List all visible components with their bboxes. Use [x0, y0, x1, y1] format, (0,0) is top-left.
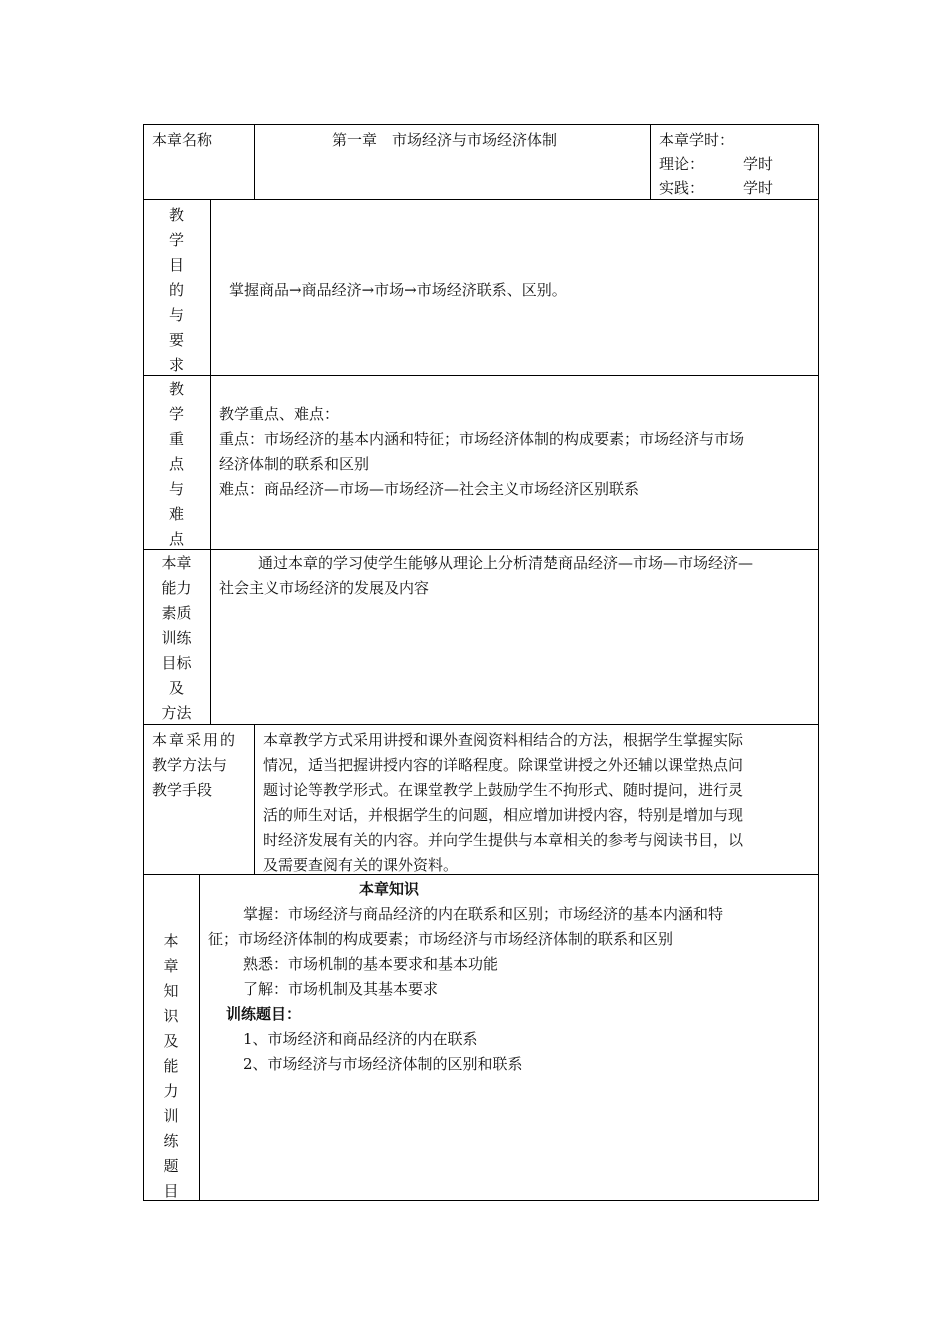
keypoints-label: 教 学 重 点 与 难 点	[168, 380, 184, 548]
knowledge-label: 本 章 知 识 及 能 力 训 练 题 目	[163, 932, 179, 1200]
exercise-item-1: 1、市场经济和商品经济的内在联系	[243, 1030, 478, 1048]
methods-line-1: 本章教学方式采用讲授和课外查阅资料相结合的方法，根据学生掌握实际	[263, 731, 744, 749]
chapter-hours-label: 本章学时：	[659, 131, 735, 149]
objectives-content: 掌握商品→商品经济→市场→市场经济联系、区别。	[229, 281, 567, 299]
col-divider	[210, 199, 211, 725]
methods-line-6: 及需要查阅有关的课外资料。	[263, 856, 459, 874]
objectives-label: 教 学 目 的 与 要 求	[168, 206, 184, 374]
row-divider	[143, 549, 819, 550]
master-line-1: 掌握：市场经济与商品经济的内在联系和区别；市场经济的基本内涵和特	[243, 905, 724, 923]
methods-line-5: 时经济发展有关的内容。并向学生提供与本章相关的参考与阅读书目，以	[263, 831, 744, 849]
theory-hours-unit: 学时	[743, 155, 774, 173]
methods-label-2: 教学方法与	[152, 756, 228, 774]
keypoints-key-line: 重点：市场经济的基本内涵和特征；市场经济体制的构成要素；市场经济与市场	[219, 430, 745, 448]
keypoints-heading: 教学重点、难点：	[219, 405, 340, 423]
col-divider	[650, 124, 651, 200]
row-divider	[143, 874, 819, 875]
knowledge-heading: 本章知识	[359, 880, 420, 898]
practice-hours-label: 实践：	[659, 179, 705, 197]
row-divider	[143, 199, 819, 200]
methods-line-3: 题讨论等教学形式。在课堂教学上鼓励学生不拘形式、随时提问，进行灵	[263, 781, 744, 799]
methods-label-3: 教学手段	[152, 781, 213, 799]
keypoints-key-line-cont: 经济体制的联系和区别	[219, 455, 370, 473]
understand-line: 了解：市场机制及其基本要求	[243, 980, 439, 998]
exercise-heading: 训练题目：	[226, 1005, 302, 1023]
practice-hours-unit: 学时	[743, 179, 774, 197]
master-line-2: 征；市场经济体制的构成要素；市场经济与市场经济体制的联系和区别	[208, 930, 674, 948]
chapter-title: 第一章 市场经济与市场经济体制	[332, 131, 558, 149]
ability-label: 本章 能力 素质 训练 目标 及 方法	[161, 554, 192, 722]
col-divider	[199, 874, 200, 1201]
methods-line-4: 活的师生对话，并根据学生的问题，相应增加讲授内容，特别是增加与现	[263, 806, 744, 824]
chapter-name-label: 本章名称	[152, 131, 213, 149]
col-divider	[254, 724, 255, 875]
familiar-line: 熟悉：市场机制的基本要求和基本功能	[243, 955, 499, 973]
row-divider	[143, 724, 819, 725]
col-divider	[254, 124, 255, 200]
methods-label-1: 本章采用的	[152, 731, 238, 749]
row-divider	[143, 375, 819, 376]
ability-line-1: 通过本章的学习使学生能够从理论上分析清楚商品经济—市场—市场经济—	[258, 554, 754, 572]
theory-hours-label: 理论：	[659, 155, 705, 173]
exercise-item-2: 2、市场经济与市场经济体制的区别和联系	[243, 1055, 523, 1073]
keypoints-difficult-line: 难点：商品经济—市场—市场经济—社会主义市场经济区别联系	[219, 480, 640, 498]
methods-line-2: 情况，适当把握讲授内容的详略程度。除课堂讲授之外还辅以课堂热点问	[263, 756, 744, 774]
ability-line-2: 社会主义市场经济的发展及内容	[219, 579, 430, 597]
